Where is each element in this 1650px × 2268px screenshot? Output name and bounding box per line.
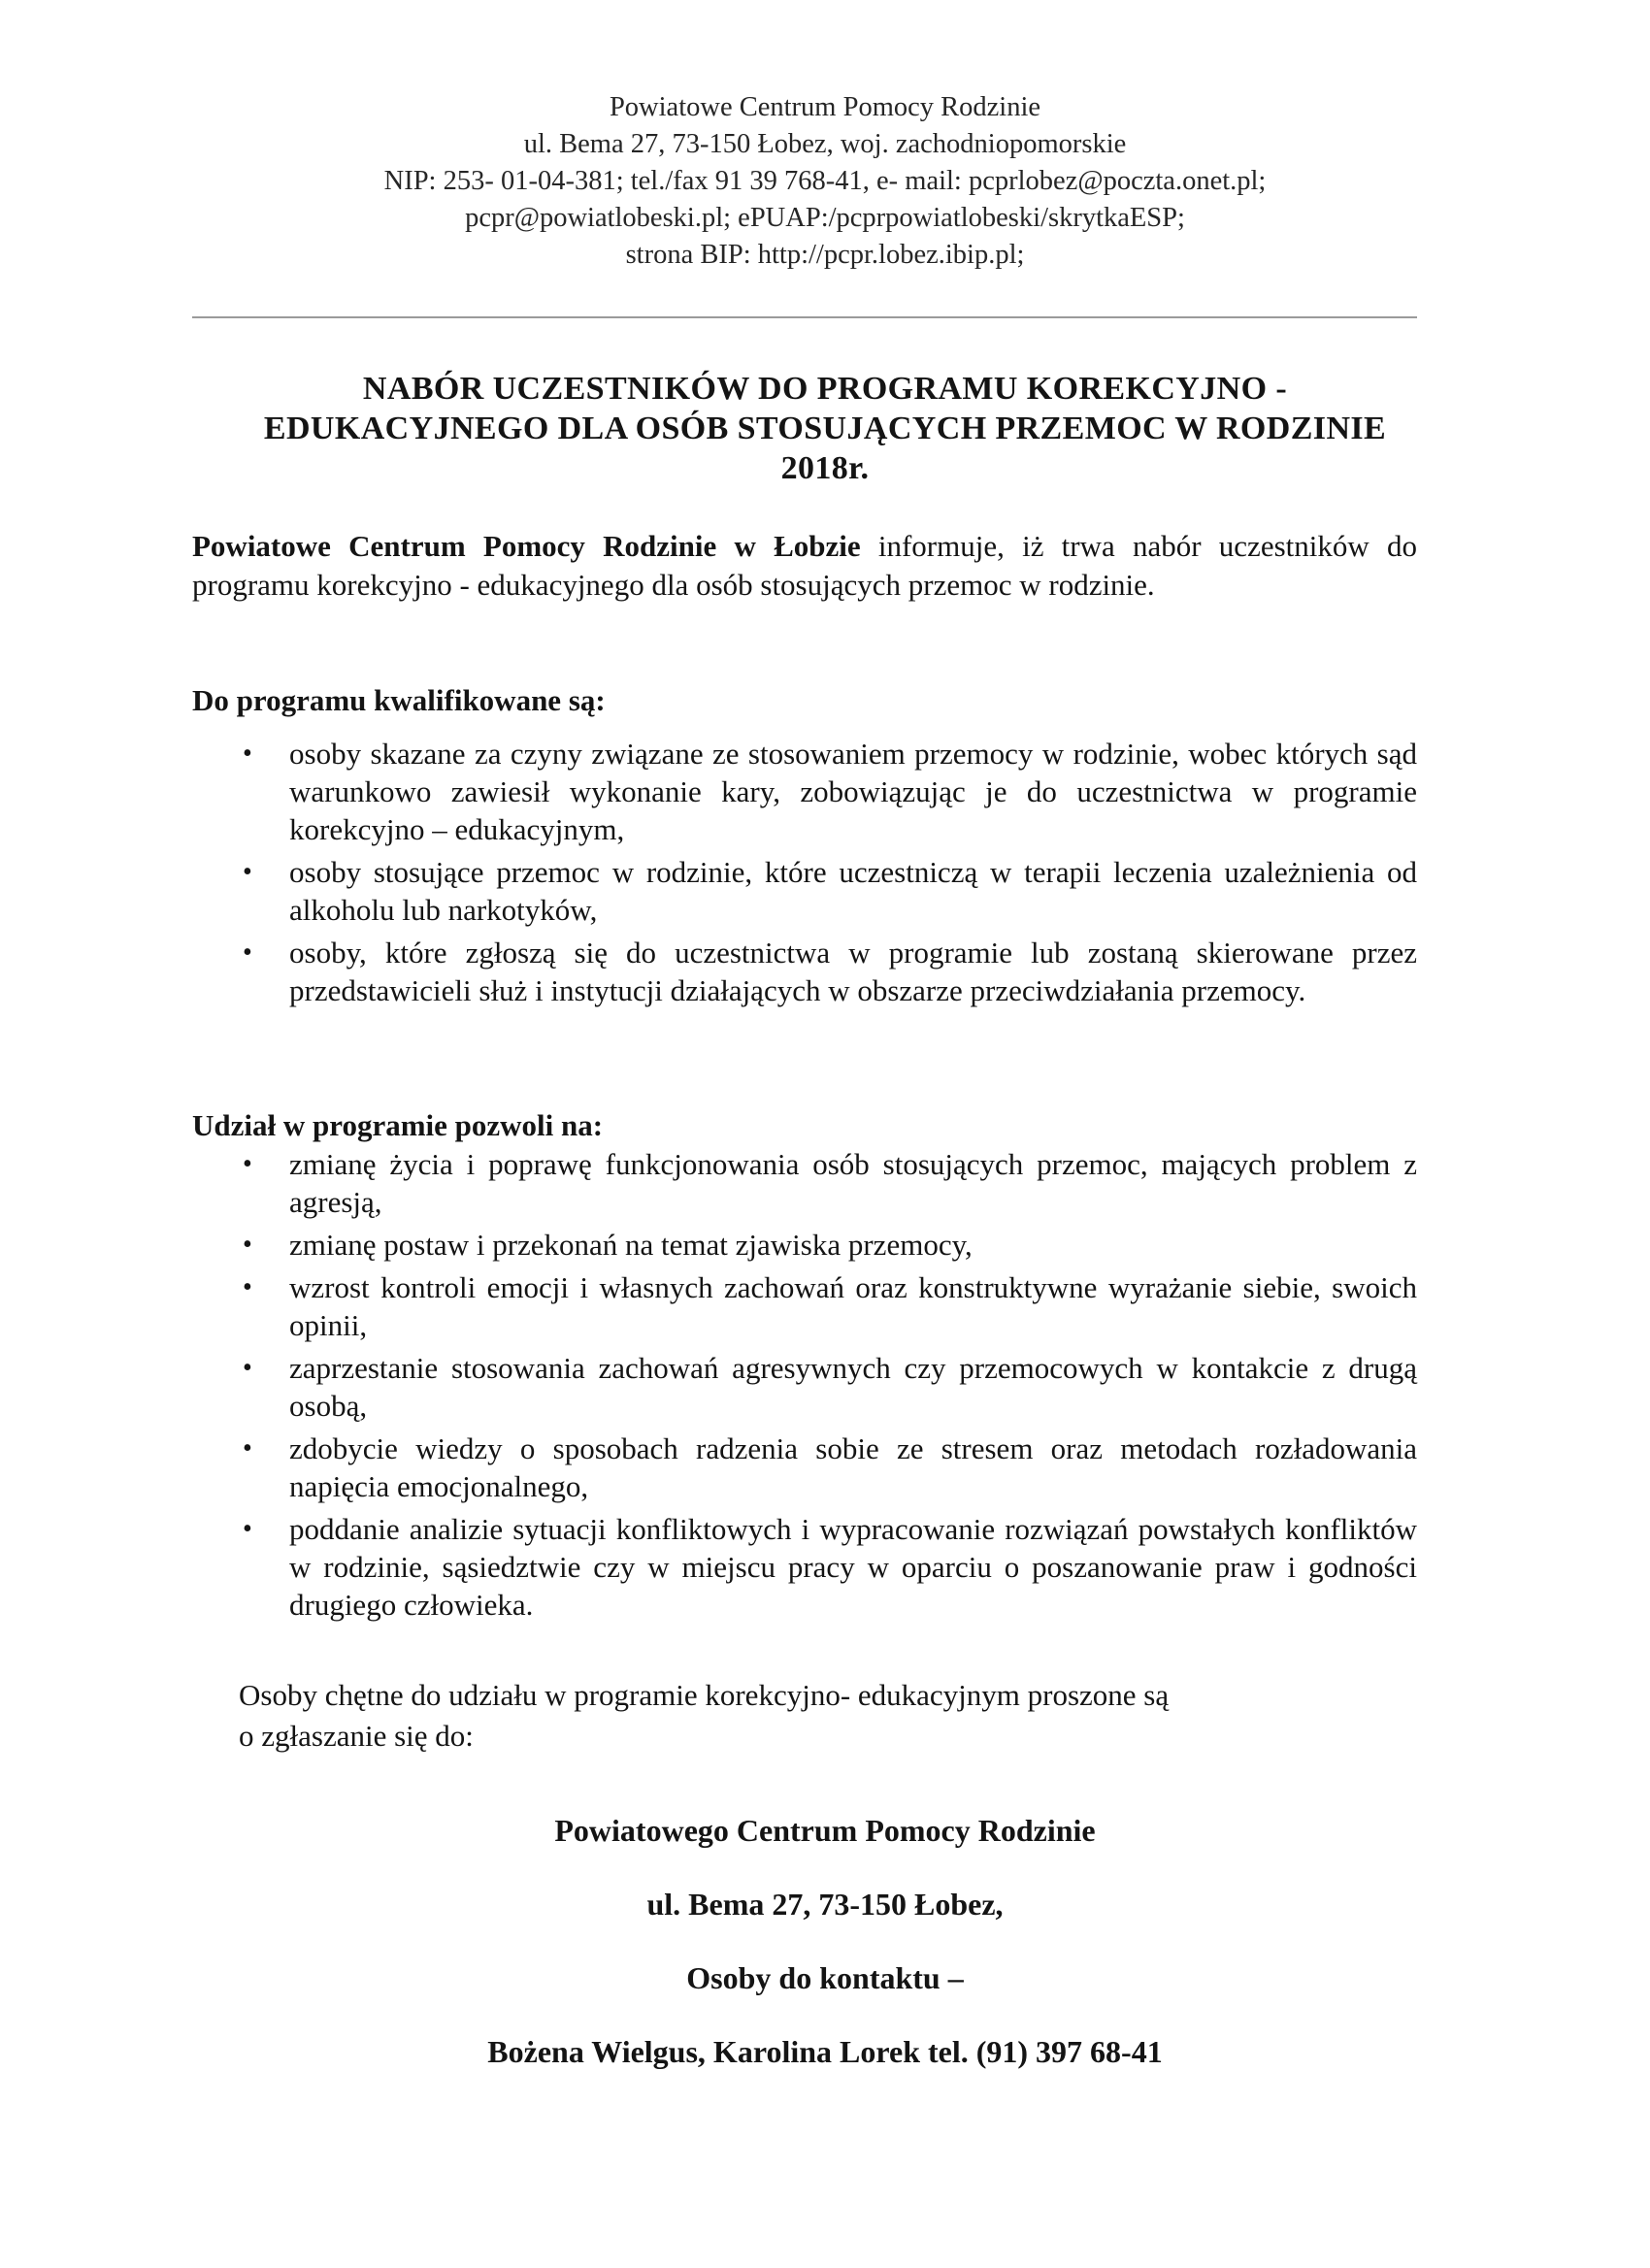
list-item	[243, 1349, 1417, 1425]
list-item-text: zdobycie wiedzy o sposobach radzenia sobie ze stresem oraz metodach rozładowania napięcia emocjonalnego,	[289, 1431, 1417, 1503]
letterhead-org: Powiatowe Centrum Pomocy Rodzinie	[609, 92, 1041, 122]
list-item	[243, 1145, 1417, 1221]
title-line: NABÓR UCZESTNIKÓW DO PROGRAMU KOREKCYJNO -	[362, 371, 1288, 407]
list-item-text: osoby, które zgłoszą się do uczestnictwa w programie lub zostaną skierowane przez przedstawicieli służ i instytucji działających w obszarze przeciwdziałania przemocy.	[289, 936, 1417, 1007]
list-item-text: zaprzestanie stosowania zachowań agresywnych czy przemocowych w kontakcie z drugą osobą,	[289, 1351, 1417, 1423]
contact-address: ul. Bema 27, 73-150 Łobez,	[646, 1887, 1004, 1922]
letterhead	[0, 89, 1650, 274]
letterhead-epuap: pcpr@powiatlobeski.pl; ePUAP:/pcprpowiatlobeski/skrytkaESP;	[465, 203, 1185, 233]
bullet-icon: •	[243, 857, 252, 887]
list-item	[243, 1226, 1417, 1264]
list-item-text: osoby skazane za czyny związane ze stosowaniem przemocy w rodzinie, wobec których sąd warunkowo zawiesił wykonanie kary, zobowiązując je do uczestnictwa w programie korekcyjno – edukacyjnym,	[289, 737, 1417, 846]
list-item-text: wzrost kontroli emocji i własnych zachowań oraz konstruktywne wyrażanie siebie, swoich opinii,	[289, 1270, 1417, 1342]
bullet-icon: •	[243, 1230, 252, 1260]
bullet-icon: •	[243, 1353, 252, 1383]
header-divider	[192, 316, 1417, 318]
document-title	[184, 369, 1466, 488]
bullet-icon: •	[243, 739, 252, 769]
list-item-text: poddanie analizie sytuacji konfliktowych i wypracowanie rozwiązań powstałych konfliktów w rodzinie, sąsiedztwie czy w miejscu pracy w oparciu o poszanowanie praw i godności drugiego człowieka.	[289, 1512, 1417, 1622]
closing-paragraph	[239, 1675, 1433, 1757]
list-item-text: osoby stosujące przemoc w rodzinie, które uczestniczą w terapii leczenia uzależnienia od alkoholu lub narkotyków,	[289, 855, 1417, 927]
list-item	[243, 1268, 1417, 1344]
intro-paragraph	[192, 527, 1417, 605]
benefits-heading: Udział w programie pozwoli na:	[192, 1108, 604, 1142]
benefits-list	[243, 1145, 1417, 1624]
letterhead-contact: NIP: 253- 01-04-381; tel./fax 91 39 768-41, e- mail: pcprlobez@poczta.onet.pl;	[383, 166, 1267, 196]
bullet-icon: •	[243, 1433, 252, 1463]
intro-org-name: Powiatowe Centrum Pomocy Rodzinie w Łobzie	[192, 529, 861, 563]
title-line: 2018r.	[780, 450, 870, 486]
closing-line: Osoby chętne do udziału w programie korekcyjno- edukacyjnym proszone są	[239, 1678, 1170, 1712]
title-line: EDUKACYJNEGO DLA OSÓB STOSUJĄCYCH PRZEMOC W RODZINIE	[263, 411, 1387, 446]
list-item-text: zmianę życia i poprawę funkcjonowania osób stosujących przemoc, mających problem z agresją,	[289, 1147, 1417, 1219]
bullet-icon: •	[243, 937, 252, 968]
bullet-icon: •	[243, 1272, 252, 1302]
letterhead-bip: strona BIP: http://pcpr.lobez.ibip.pl;	[625, 240, 1025, 270]
intro-text: informuje, iż trwa nabór uczestników do programu korekcyjno - edukacyjnego dla osób stosujących przemoc w rodzinie.	[192, 529, 1417, 602]
qualified-list	[243, 735, 1417, 1009]
contact-block	[0, 1811, 1650, 2106]
list-item	[243, 1430, 1417, 1505]
bullet-icon: •	[243, 1514, 252, 1544]
letterhead-address: ul. Bema 27, 73-150 Łobez, woj. zachodniopomorskie	[523, 129, 1127, 159]
list-item	[243, 934, 1417, 1009]
closing-line: o zgłaszanie się do:	[239, 1719, 474, 1753]
contact-label: Osoby do kontaktu –	[686, 1960, 964, 1995]
list-item	[243, 853, 1417, 929]
contact-org: Powiatowego Centrum Pomocy Rodzinie	[554, 1813, 1096, 1848]
list-item	[243, 735, 1417, 848]
list-item-text: zmianę postaw i przekonań na temat zjawiska przemocy,	[289, 1228, 973, 1262]
contact-persons: Bożena Wielgus, Karolina Lorek tel. (91) 397 68-41	[487, 2034, 1163, 2069]
list-item	[243, 1510, 1417, 1624]
qualified-heading: Do programu kwalifikowane są:	[192, 683, 606, 717]
bullet-icon: •	[243, 1149, 252, 1179]
